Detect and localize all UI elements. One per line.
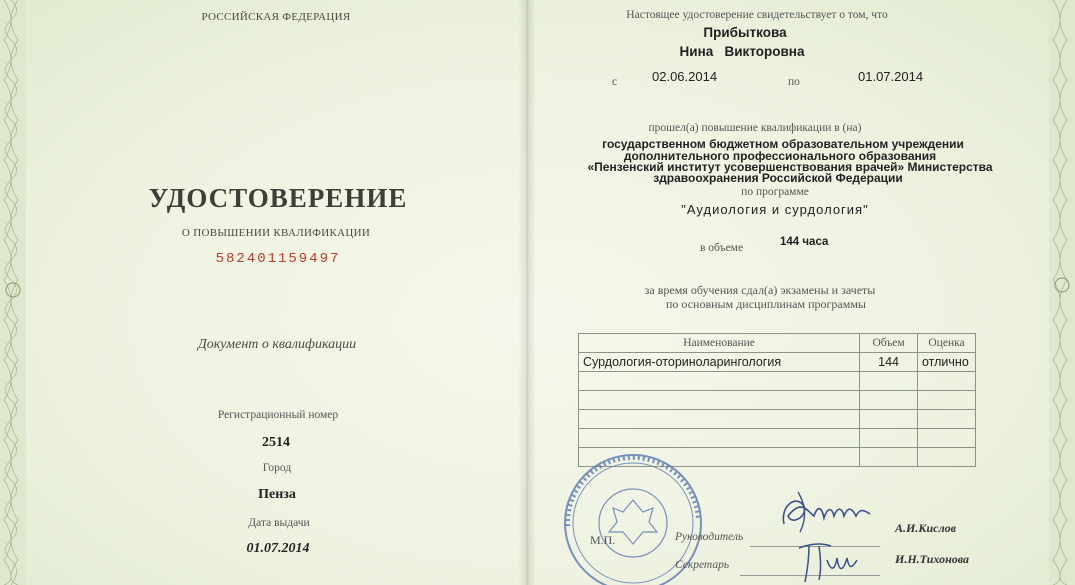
secretary-signature bbox=[795, 538, 865, 585]
table-row bbox=[579, 410, 976, 429]
grades-table bbox=[578, 333, 976, 467]
period-to-label: по bbox=[788, 76, 800, 88]
document-title: УДОСТОВЕРЕНИЕ bbox=[148, 183, 408, 213]
header-name: Наименование bbox=[579, 334, 860, 353]
program-label: по программе bbox=[741, 186, 809, 198]
subject-grade: отлично bbox=[918, 353, 976, 372]
period-to-date: 01.07.2014 bbox=[858, 69, 924, 84]
exams-line-1: за время обучения сдал(а) экзамены и зачеты bbox=[644, 283, 876, 297]
left-guilloche-border bbox=[0, 0, 26, 585]
table-row bbox=[579, 353, 976, 372]
period-from-label: с bbox=[612, 76, 618, 88]
registration-label: Регистрационный номер bbox=[217, 409, 339, 421]
institution-line-4: здравоохранения Российской Федерации bbox=[653, 171, 903, 185]
country-label: РОССИЙСКАЯ ФЕДЕРАЦИЯ bbox=[201, 11, 351, 23]
passed-label: прошел(а) повышение квалификации в (на) bbox=[648, 122, 862, 134]
header-grade: Оценка bbox=[918, 334, 976, 353]
table-row bbox=[579, 391, 976, 410]
booklet-spine bbox=[518, 0, 536, 585]
head-name: А.И.Кислов bbox=[895, 521, 956, 535]
table-row bbox=[579, 429, 976, 448]
volume-value: 144 часа bbox=[780, 236, 829, 248]
table-row bbox=[579, 372, 976, 391]
city-value: Пенза bbox=[258, 487, 296, 502]
subject-name: Сурдология-оториноларингология bbox=[579, 353, 860, 372]
subject-volume: 144 bbox=[860, 353, 918, 372]
right-guilloche-border bbox=[1049, 0, 1075, 585]
institution-line-2: дополнительного профессионального образования bbox=[623, 149, 937, 163]
institution-line-3: «Пензенский институт усовершенствования врачей» Министерства bbox=[587, 160, 993, 174]
exams-line-2: по основным дисциплинам программы bbox=[665, 297, 867, 311]
stamp-label: М.П. bbox=[590, 533, 616, 547]
serial-number: 582401159497 bbox=[215, 251, 341, 267]
issue-date: 01.07.2014 bbox=[246, 541, 310, 556]
header-volume: Объем bbox=[860, 334, 918, 353]
head-signature bbox=[778, 486, 873, 536]
registration-number: 2514 bbox=[262, 435, 290, 450]
period-from-date: 02.06.2014 bbox=[652, 69, 718, 84]
institution-line-1: государственном бюджетном образовательном учреждении bbox=[602, 137, 964, 151]
volume-label: в объеме bbox=[700, 242, 744, 254]
program-name: "Аудиология и сурдология" bbox=[681, 202, 869, 217]
head-label: Руководитель bbox=[675, 531, 744, 543]
holder-surname: Прибыткова bbox=[703, 25, 787, 40]
document-type: Документ о квалификации bbox=[197, 337, 357, 352]
document-subtitle: О ПОВЫШЕНИИ КВАЛИФИКАЦИИ bbox=[181, 227, 371, 239]
grades-header-row bbox=[579, 334, 976, 353]
city-label: Город bbox=[262, 462, 292, 474]
holder-name: Нина Викторовна bbox=[679, 44, 805, 59]
secretary-name: И.Н.Тихонова bbox=[895, 552, 970, 566]
intro-text: Настоящее удостоверение свидетельствует о том, что bbox=[626, 9, 888, 21]
issue-date-label: Дата выдачи bbox=[248, 517, 310, 529]
secretary-label: Секретарь bbox=[675, 559, 730, 571]
